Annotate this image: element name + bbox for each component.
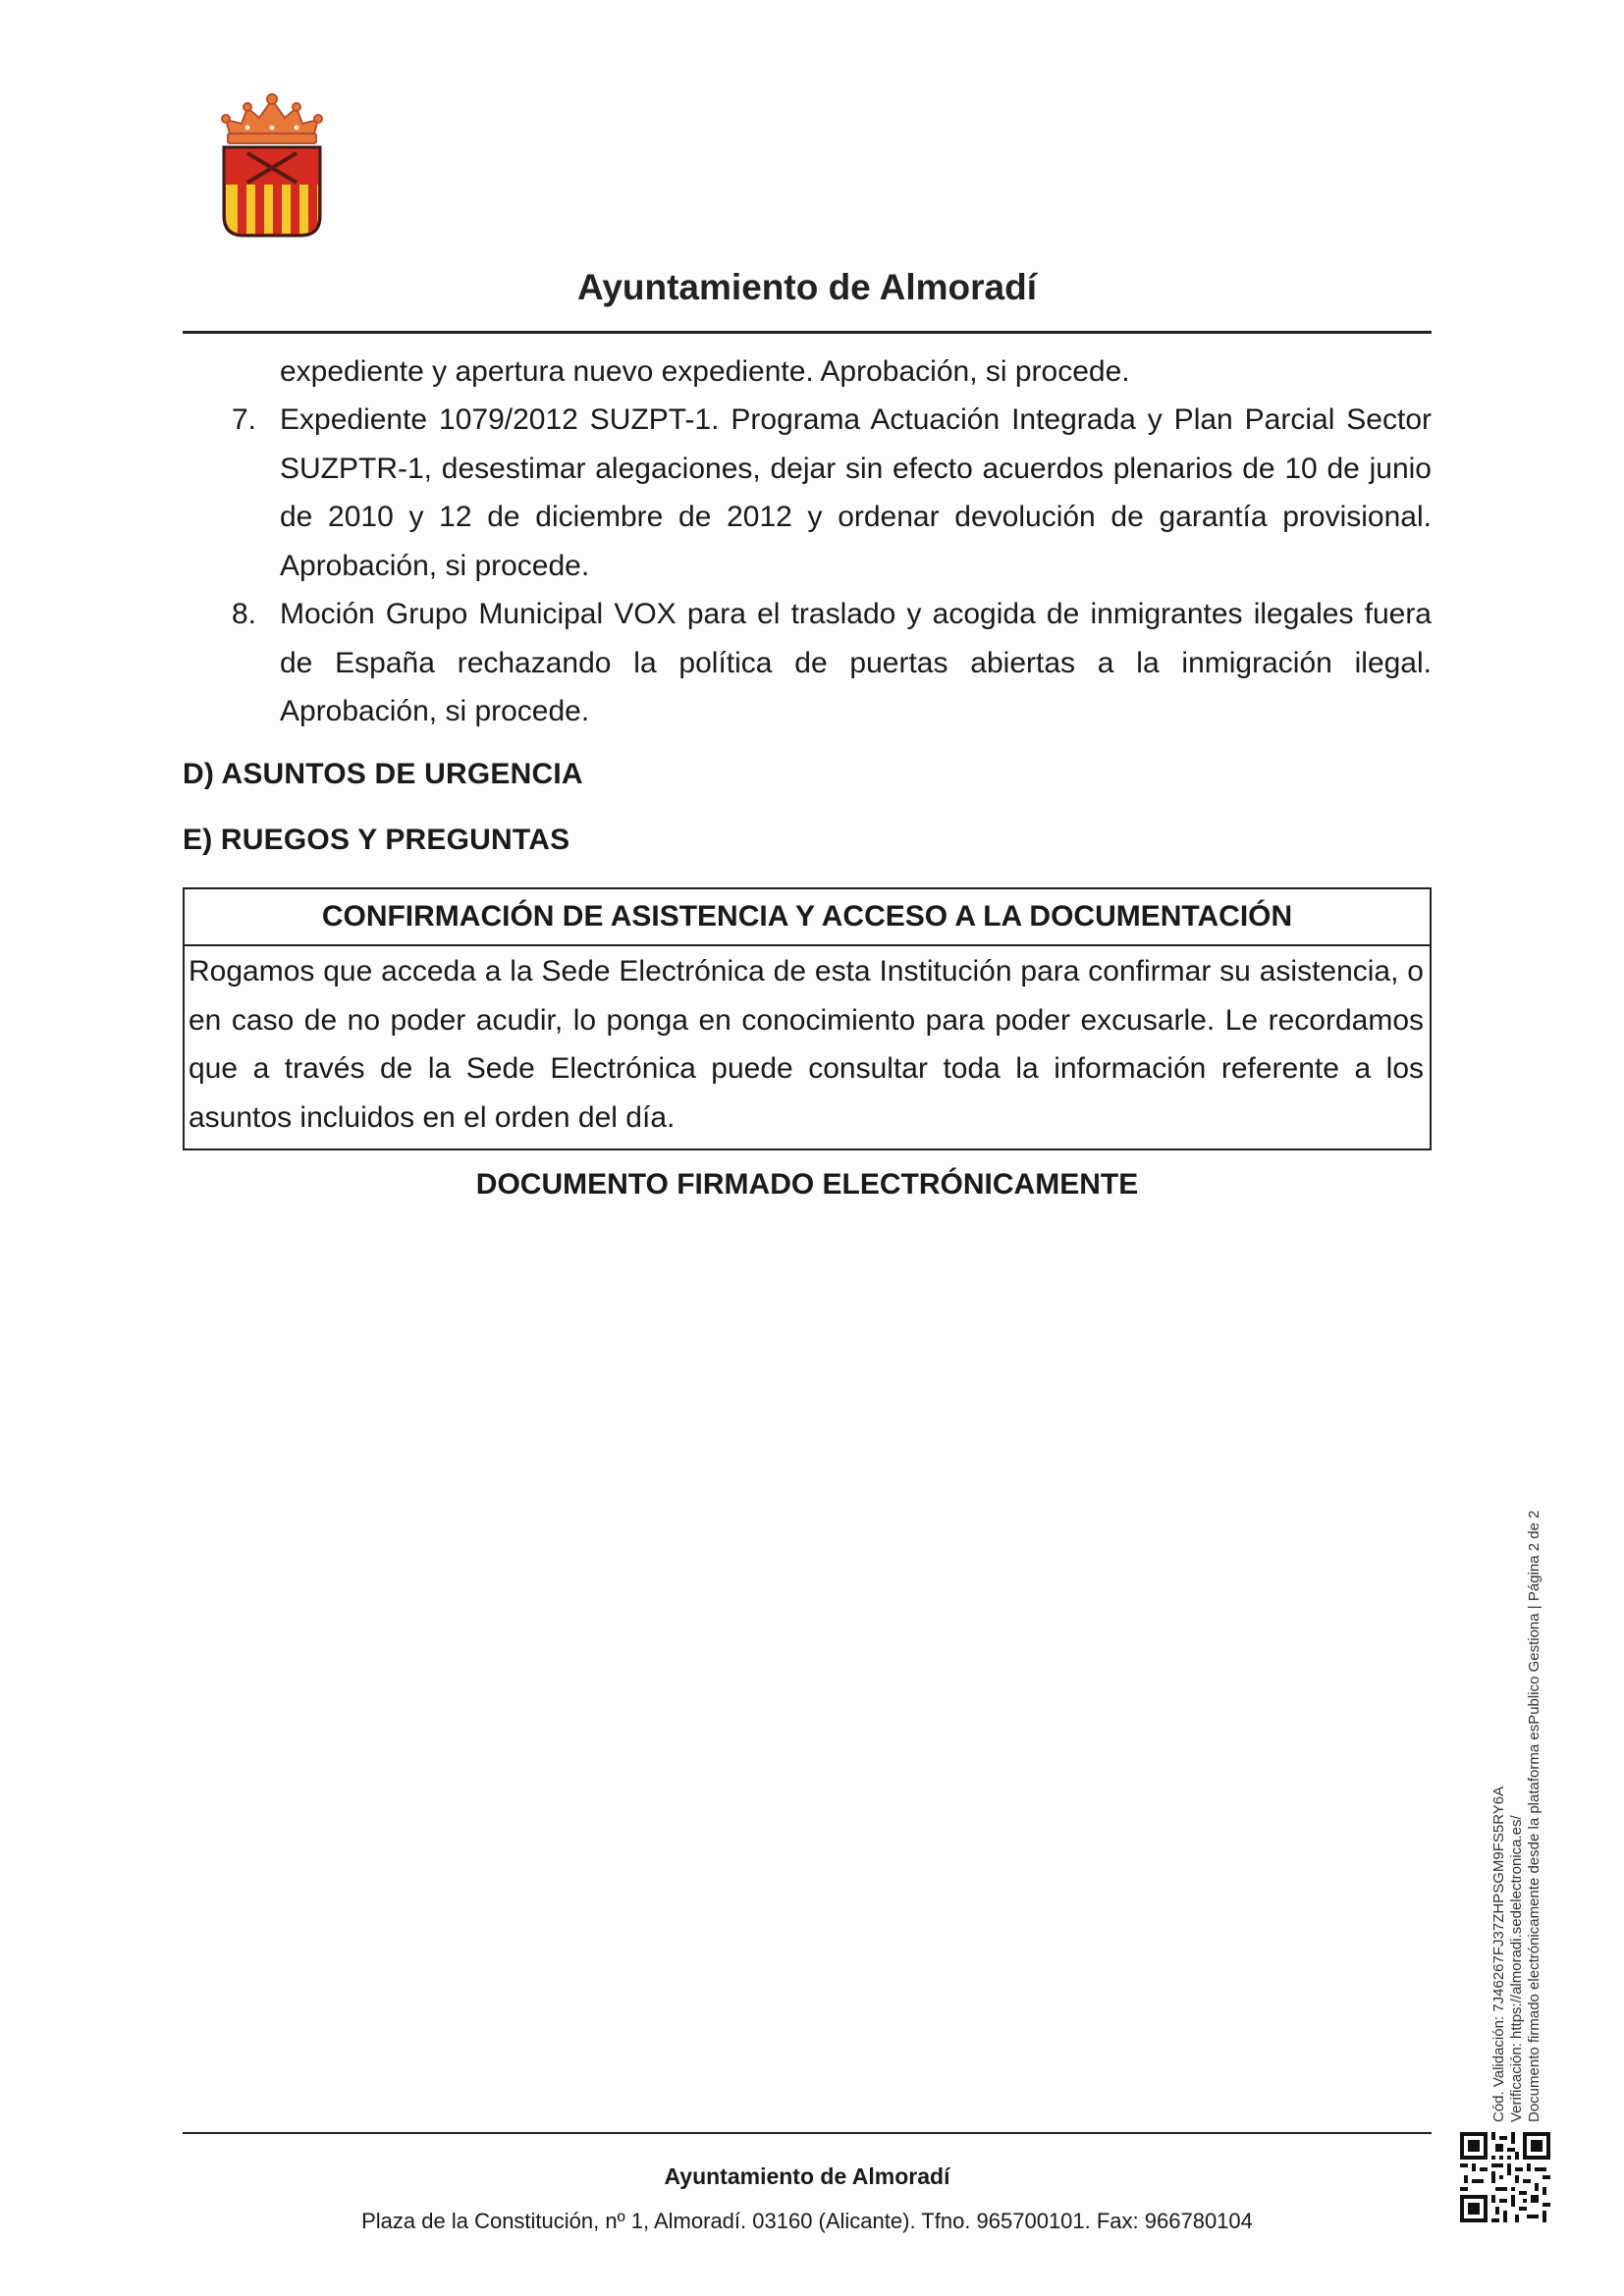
agenda-continuation: expediente y apertura nuevo expediente. Aprobación, si procede. [280, 355, 1130, 388]
agenda-item-text: Moción Grupo Municipal VOX para el traslado y acogida de inmigrantes ilegales fuera de España rechazando la política de puertas abiertas a la inmigración ilegal. Aprobación, si procede. [280, 598, 1432, 727]
document-signed-line: Documento firmado electrónicamente desde la plataforma esPublico Gestiona | Página 2 de 2 [1526, 1510, 1543, 2122]
confirmation-title: CONFIRMACIÓN DE ASISTENCIA Y ACCESO A LA DOCUMENTACIÓN [185, 889, 1430, 946]
footer-divider [183, 2132, 1432, 2134]
qr-code-icon [1460, 2132, 1550, 2222]
validation-code: Cód. Validación: 7J46267FJ37ZHPSGM9FS5RY6A [1490, 1786, 1507, 2122]
agenda-item-number: 8. [232, 598, 257, 630]
header-title: Ayuntamiento de Almoradí [576, 267, 1038, 307]
agenda-item-text: Expediente 1079/2012 SUZPT-1. Programa Actuación Integrada y Plan Parcial Sector SUZPTR-1, desestimar alegaciones, dejar sin efecto acuerdos plenarios de 10 de junio de 2010 y 12 de diciembre de 2012 y ordenar devolución de garantía provisional. Aprobación, si procede. [280, 403, 1432, 582]
confirmation-text: Rogamos que acceda a la Sede Electrónica de esta Institución para confirmar su asistencia, o en caso de no poder acudir, lo ponga en conocimiento para poder excusarle. Le recordamos que a través de la Sede Electrónica puede consultar toda la información referente a los asuntos incluidos en el orden del día. [189, 955, 1424, 1134]
footer-title: Ayuntamiento de Almoradí [664, 2163, 950, 2189]
coat-of-arms-icon [218, 90, 326, 240]
section-urgencia: D) ASUNTOS DE URGENCIA [183, 758, 583, 790]
agenda-item-7 [232, 396, 1432, 590]
validation-note [1490, 1435, 1543, 2122]
verification-url: Verificación: https://almoradi.sedelectronica.es/ [1508, 1815, 1525, 2122]
agenda-item-8 [232, 590, 1432, 736]
agenda-item-number: 7. [232, 403, 257, 436]
section-ruegos: E) RUEGOS Y PREGUNTAS [183, 824, 570, 856]
footer-address: Plaza de la Constitución, nº 1, Almoradí. 03160 (Alicante). Tfno. 965700101. Fax: 966780104 [361, 2209, 1253, 2233]
header-divider [183, 331, 1432, 334]
signed-label: DOCUMENTO FIRMADO ELECTRÓNICAMENTE [475, 1168, 1139, 1201]
confirmation-box [183, 887, 1432, 1150]
